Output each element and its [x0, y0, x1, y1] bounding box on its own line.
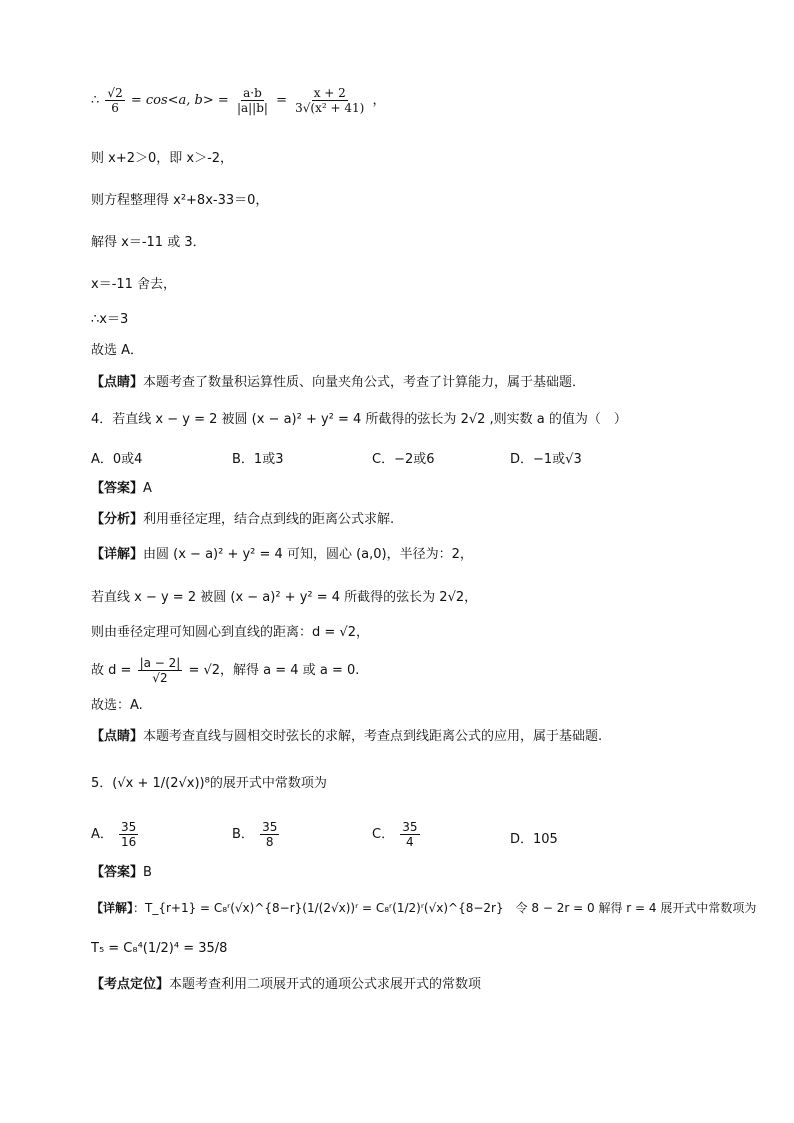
question-number: 5．	[91, 776, 113, 791]
q4-option-d: D．−1或√3	[510, 452, 582, 467]
q5-detail-1	[91, 899, 756, 917]
fraction-denominator: |a||b|	[236, 101, 268, 115]
fraction-numerator: x + 2	[313, 86, 346, 100]
q4-detail-2: 若直线 x − y = 2 被圆 (x − a)² + y² = 4 所截得的弦长为 2√2，	[91, 590, 478, 605]
option-label: C．	[372, 827, 395, 842]
equals-sign: =	[276, 93, 287, 108]
step-line-2: 则 x+2＞0，即 x＞-2，	[91, 151, 234, 166]
distance-fraction	[138, 656, 183, 685]
q4-option-c: C．−2或6	[372, 452, 435, 467]
option-value: 105	[533, 832, 558, 847]
binomial-expression: (√x + 1/(2√x))⁸	[112, 776, 210, 791]
option-label: B．	[232, 827, 254, 842]
fraction-denominator: 6	[111, 101, 119, 115]
detail-text: ：T_{r+1} = C₈ʳ(√x)^{8−r}(1/(2√x))ʳ = C₈ʳ(1/2)ʳ(√x)^{8−2r} 令 8 − 2r = 0 解得 r = 4 展开式中常数项为	[133, 901, 757, 915]
step-line-5: x＝-11 舍去，	[91, 277, 177, 292]
analysis-tag: 【分析】	[91, 512, 144, 527]
detail4-suffix: = √2，解得 a = 4 或 a = 0.	[188, 663, 360, 678]
fraction-denominator: 4	[406, 835, 414, 849]
q5-location	[91, 976, 481, 994]
q4-detail-1	[91, 546, 473, 564]
fraction-numerator: 35	[121, 820, 137, 834]
step-line-4: 解得 x＝-11 或 3．	[91, 235, 206, 250]
fraction-x-plus-2	[293, 86, 366, 115]
q5-option-b	[232, 820, 281, 849]
q4-choose: 故选：A.	[91, 698, 143, 713]
fraction-numerator: 35	[262, 820, 278, 834]
answer-value: A	[143, 481, 152, 496]
q4-detail-4	[91, 656, 359, 685]
note-text: 本题考查直线与圆相交时弦长的求解，考查点到线距离公式的应用，属于基础题.	[143, 729, 603, 744]
fraction-numerator: |a − 2|	[139, 656, 181, 670]
analysis-text: 利用垂径定理，结合点到线的距离公式求解.	[143, 512, 395, 527]
fraction-denominator: √2	[152, 671, 168, 685]
step-line-6: ∴x＝3	[91, 312, 129, 327]
question-4-stem: 4．若直线 x − y = 2 被圆 (x − a)² + y² = 4 所截得的弦长为 2√2 ,则实数 a 的值为（ ）	[91, 412, 627, 427]
detail-tag: 【详解】	[91, 901, 134, 915]
q4-option-a: A．0或4	[91, 452, 143, 467]
location-text: 本题考查利用二项展开式的通项公式求展开式的常数项	[169, 977, 482, 992]
therefore-symbol: ∴	[91, 93, 100, 108]
note-tag: 【点睛】	[91, 729, 144, 744]
answer-tag: 【答案】	[91, 865, 144, 880]
detail4-prefix: 故 d =	[91, 663, 132, 678]
fraction-denominator: 16	[121, 835, 137, 849]
q4-answer	[91, 480, 152, 498]
detail-tag: 【详解】	[91, 547, 144, 562]
fraction-denominator: 8	[265, 835, 274, 849]
option-label: D．	[510, 832, 534, 847]
note-line-q3	[91, 374, 585, 392]
answer-tag: 【答案】	[91, 481, 144, 496]
q5-option-d	[510, 828, 558, 847]
q5-option-a	[91, 820, 140, 849]
note-text: 本题考查了数量积运算性质、向量夹角公式，考查了计算能力，属于基础题．	[143, 375, 586, 390]
option-label: A．	[91, 827, 113, 842]
comma: ，	[372, 93, 386, 108]
note-tag: 【点睛】	[91, 375, 144, 390]
fraction-numerator: √2	[107, 86, 123, 100]
location-tag: 【考点定位】	[91, 977, 170, 992]
answer-value: B	[143, 865, 152, 880]
q4-note	[91, 728, 602, 746]
fraction-numerator: 35	[402, 820, 418, 834]
q4-analysis	[91, 511, 394, 529]
fraction-denominator: 3√(x² + 41)	[295, 101, 365, 115]
question-5-stem	[91, 775, 327, 793]
cos-expression: = cos<a, b> =	[130, 93, 229, 108]
detail-text: 由圆 (x − a)² + y² = 4 可知，圆心 (a,0)，半径为：2，	[143, 547, 473, 562]
q5-option-c	[372, 820, 422, 849]
q5-answer	[91, 864, 152, 882]
step-line-3: 则方程整理得 x²+8x-33＝0，	[91, 193, 269, 208]
fraction-dot-product	[235, 86, 270, 115]
q4-option-b: B．1或3	[232, 452, 284, 467]
q4-detail-3: 则由垂径定理可知圆心到直线的距离：d = √2，	[91, 625, 369, 640]
question-text: 的展开式中常数项为	[209, 776, 327, 791]
fraction-sqrt2-over-6	[105, 86, 124, 115]
formula-cos-angle	[91, 86, 385, 115]
q5-detail-2: T₅ = C₈⁴(1/2)⁴ = 35/8	[91, 941, 228, 956]
step-line-7: 故选 A．	[91, 343, 144, 358]
fraction-numerator: a·b	[243, 86, 262, 100]
